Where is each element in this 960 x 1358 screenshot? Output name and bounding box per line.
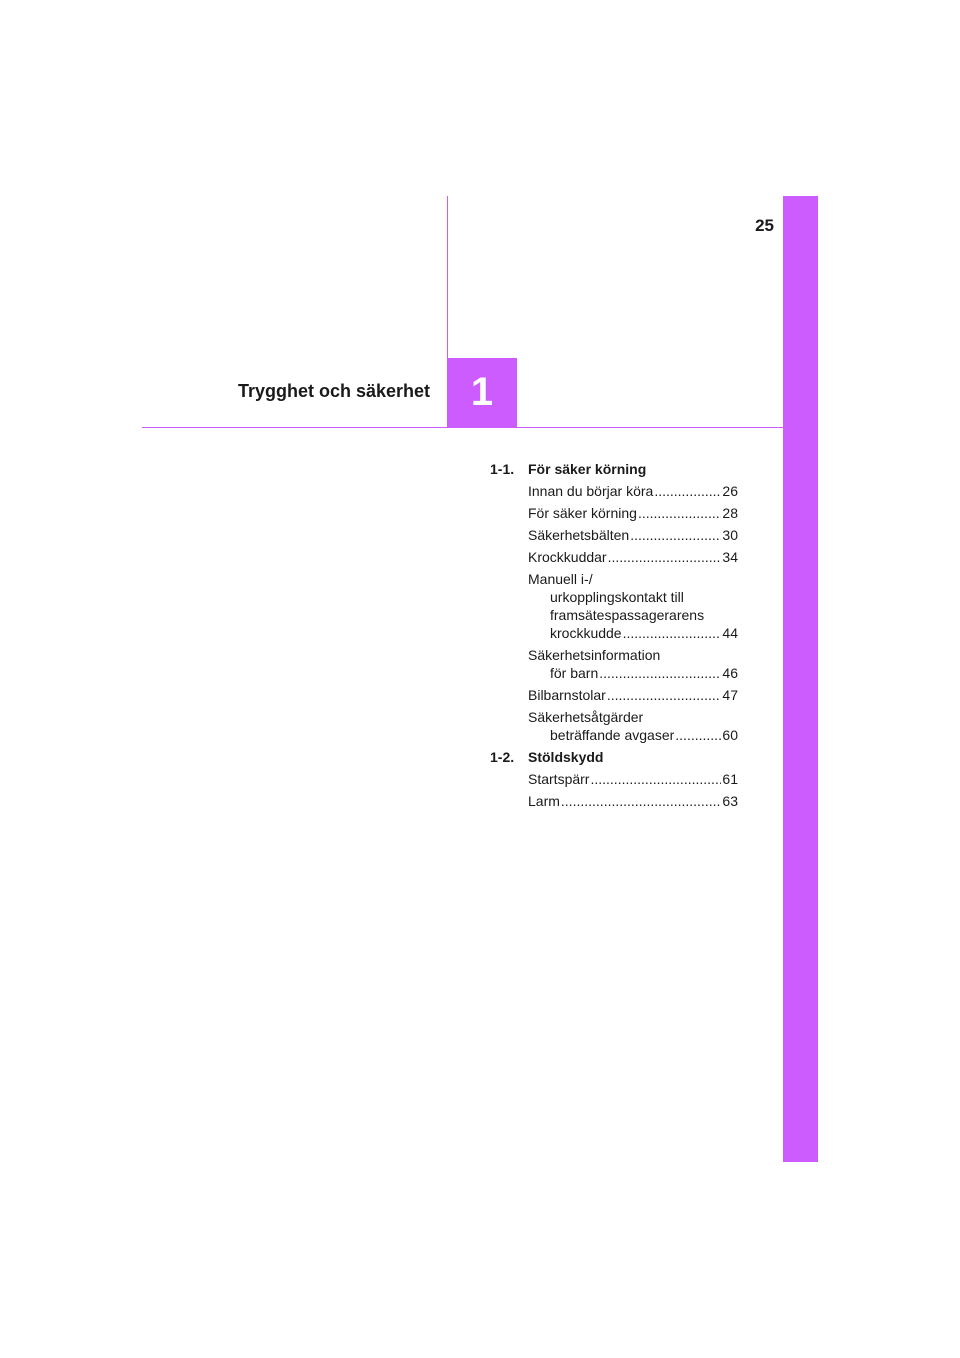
toc-page-number: 44: [722, 625, 738, 641]
toc-dot-leader: [630, 526, 721, 544]
side-tab: [783, 196, 818, 1162]
toc-section-heading: [490, 460, 738, 478]
toc-entry-text: Manuell i-/: [528, 571, 593, 587]
chapter-title: Trygghet och säkerhet: [237, 381, 430, 401]
toc-dot-leader: [623, 624, 722, 642]
toc-page-number: 63: [722, 793, 738, 809]
toc-entry-text: Krockkuddar: [528, 549, 607, 565]
toc-entry[interactable]: [490, 548, 738, 566]
chapter-number-box: [447, 358, 517, 427]
toc-entry[interactable]: [490, 646, 738, 682]
toc-entry-text: Innan du börjar köra: [528, 483, 654, 499]
toc-entry-text: För säker körning: [528, 505, 637, 521]
toc-section: [490, 460, 738, 744]
toc-page-number: 61: [722, 771, 738, 787]
toc-section-heading: [490, 748, 738, 766]
toc-dot-leader: [608, 548, 722, 566]
toc-page-number: 30: [722, 527, 738, 543]
toc-section-number: 1-1.: [490, 461, 515, 477]
toc-entry-text: Larm: [528, 793, 560, 809]
toc-page-number: 46: [722, 665, 738, 681]
toc-entry-text: krockkudde: [550, 625, 622, 641]
toc-entry[interactable]: [490, 708, 738, 744]
toc-section: [490, 748, 738, 810]
toc-entry-text: Säkerhetsåtgärder: [528, 709, 644, 725]
toc-entry-text: beträffande avgaser: [550, 727, 675, 743]
toc-entry[interactable]: [490, 482, 738, 500]
toc-entry[interactable]: [490, 792, 738, 810]
toc-page-number: 47: [722, 687, 738, 703]
toc-entry[interactable]: [490, 526, 738, 544]
toc-section-title: För säker körning: [528, 461, 647, 477]
horizontal-divider: [142, 427, 783, 428]
toc-entry-text: Säkerhetsbälten: [528, 527, 630, 543]
toc-entry[interactable]: [490, 686, 738, 704]
toc-entry-text: Säkerhetsinformation: [528, 647, 661, 663]
toc-entry[interactable]: [490, 504, 738, 522]
toc-dot-leader: [654, 482, 721, 500]
toc-dot-leader: [599, 664, 721, 682]
toc-entry-text: Bilbarnstolar: [528, 687, 606, 703]
toc-entry-text: framsätespassagerarens: [550, 607, 705, 623]
toc-dot-leader: [561, 792, 722, 810]
toc-entry-text: urkopplingskontakt till: [550, 589, 684, 605]
toc-page-number: 60: [722, 727, 738, 743]
toc-section-number: 1-2.: [490, 749, 515, 765]
toc-dot-leader: [638, 504, 721, 522]
toc-dot-leader: [607, 686, 722, 704]
chapter-number: 1: [470, 370, 494, 414]
vertical-divider: [447, 196, 448, 358]
toc-entry[interactable]: [490, 570, 738, 642]
page-number: 25: [755, 216, 774, 235]
toc-entry-text: Startspärr: [528, 771, 590, 787]
toc-entry-text: för barn: [550, 665, 599, 681]
table-of-contents: [490, 460, 738, 814]
toc-page-number: 34: [722, 549, 738, 565]
toc-page-number: 28: [722, 505, 738, 521]
toc-dot-leader: [590, 770, 721, 788]
toc-entry[interactable]: [490, 770, 738, 788]
toc-dot-leader: [675, 726, 721, 744]
toc-page-number: 26: [722, 483, 738, 499]
toc-section-title: Stöldskydd: [528, 749, 604, 765]
